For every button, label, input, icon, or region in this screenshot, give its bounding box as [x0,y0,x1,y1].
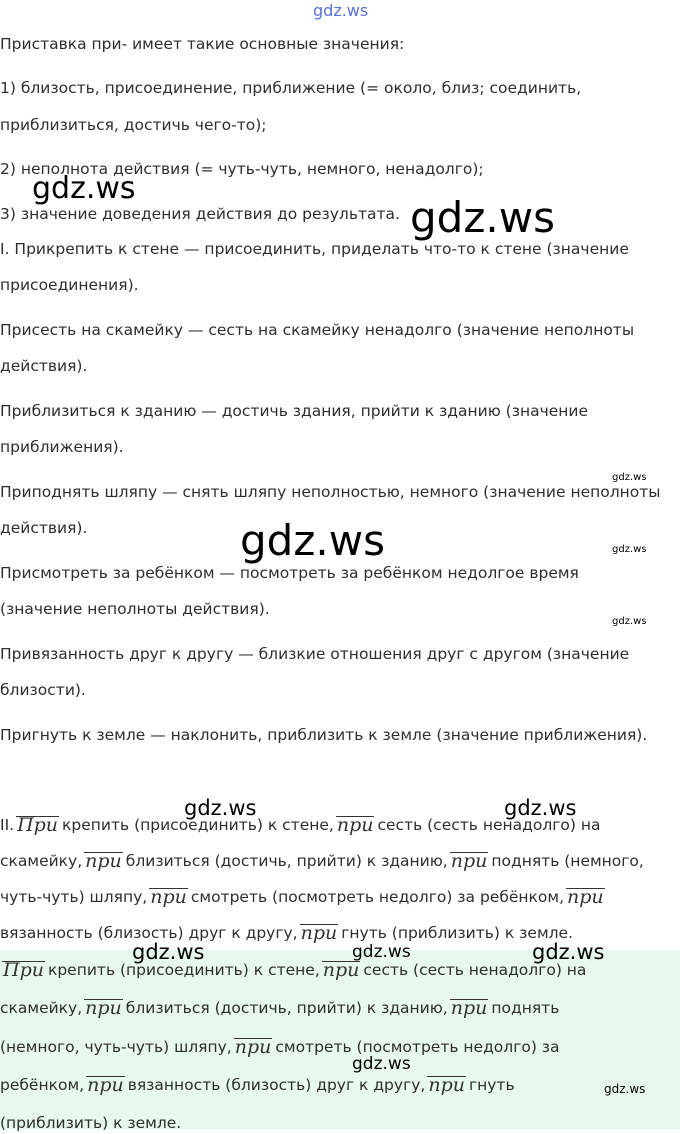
prefix-mark: при [428,1074,465,1096]
part1-line: Пригнуть к земле — наклонить, приблизить к земле (значение приближения). [0,726,648,744]
watermark: gdz.ws [32,171,136,206]
prefix-mark: при [336,814,374,836]
watermark: gdz.ws [612,616,647,627]
meaning-line: 2) неполнота действия (= чуть-чуть, немного, ненадолго); [0,160,484,178]
part1-line: присоединения). [0,276,139,294]
part2-line: вязанность (близость) друг к другу, при гнуть (приблизить) к земле. [0,922,574,944]
part1-line: Приблизиться к зданию — достичь здания, прийти к зданию (значение [0,402,589,420]
prefix-mark: при [234,1036,272,1058]
prefix-mark: при [450,997,488,1019]
part1-line: Привязанность друг к другу — близкие отношения друг с другом (значение [0,645,630,663]
watermark: gdz.ws [612,544,647,555]
prefix-mark: при [87,1074,124,1096]
intro-text: Приставка при- имеет такие основные значения: [0,35,405,53]
part2-line: скамейку, при близиться (достичь, прийти) к зданию, при поднять (немного, [0,850,644,872]
watermark: gdz.ws [240,516,385,565]
part2-line: чуть-чуть) шляпу, при смотреть (посмотреть недолго) за ребёнком, при [0,886,604,908]
part2-roman: II. [0,816,15,834]
answer-line: (немного, чуть-чуть) шляпу, при смотреть (посмотреть недолго) за [0,1036,560,1058]
answer-line: При крепить (присоединить) к стене, при сесть (сесть ненадолго) на [3,959,587,981]
part1-line: приближения). [0,438,124,456]
part1-line: I. Прикрепить к стене — присоединить, приделать что-то к стене (значение [0,240,629,258]
watermark: gdz.ws [352,1054,411,1074]
answer-line: (приблизить) к земле. [0,1114,182,1132]
prefix-mark: при [85,997,122,1019]
watermark: gdz.ws [604,1082,646,1096]
meaning-line: 3) значение доведения действия до результата. [0,205,400,223]
watermark: gdz.ws [532,940,605,964]
meaning-line: приблизиться, достичь чего-то); [0,116,267,134]
part1-line: близости). [0,681,86,699]
part1-line: Присесть на скамейку — сесть на скамейку ненадолго (значение неполноты [0,321,635,339]
part1-line: Приподнять шляпу — снять шляпу неполностью, немного (значение неполноты [0,483,661,501]
prefix-mark: при [322,959,360,981]
meaning-line: 1) близость, присоединение, приближение (= около, близ; соединить, [0,79,582,97]
watermark: gdz.ws [184,796,257,820]
prefix-mark: при [300,922,338,944]
watermark-top: gdz.ws [313,1,369,20]
prefix-mark: при [85,850,122,872]
answer-line: ребёнком, при вязанность (близость) друг к другу, при гнуть [0,1074,515,1096]
watermark: gdz.ws [410,193,555,242]
prefix-mark: при [567,886,604,908]
part1-line: Присмотреть за ребёнком — посмотреть за ребёнком недолгое время [0,564,579,582]
answer-line: скамейку, при близиться (достичь, прийти) к зданию, при поднять [0,997,560,1019]
prefix-mark: при [150,886,187,908]
watermark: gdz.ws [504,796,577,820]
prefix-mark: При [17,814,59,836]
part1-line: (значение неполноты действия). [0,600,270,618]
watermark: gdz.ws [612,472,647,483]
part2-line: II. При крепить (присоединить) к стене, при сесть (сесть ненадолго) на [0,814,601,836]
part1-line: действия). [0,357,88,375]
part1-line: действия). [0,519,88,537]
prefix-mark: при [450,850,488,872]
watermark: gdz.ws [132,940,205,964]
watermark: gdz.ws [352,942,411,962]
prefix-mark: При [3,959,44,981]
